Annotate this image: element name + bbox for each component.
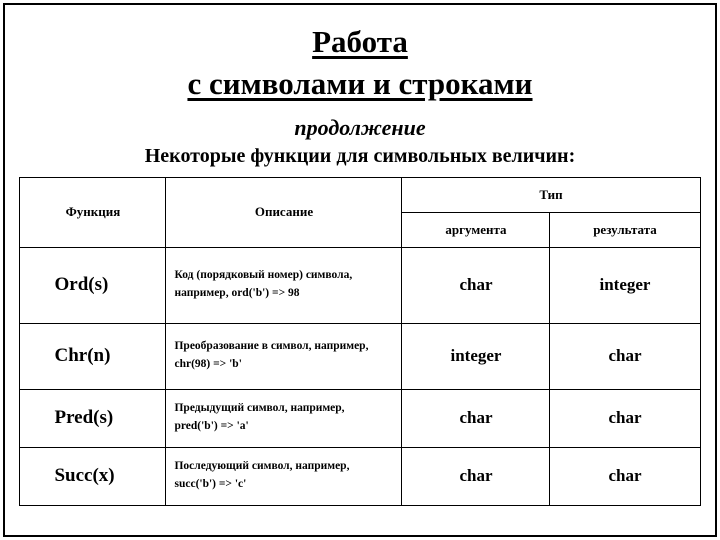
table-row — [20, 447, 700, 505]
slide-title-line1: Работа — [312, 24, 408, 59]
description-cell: Код (порядковый номер) символа, например, ord('b') => 98 — [166, 247, 402, 323]
table-row — [20, 389, 700, 447]
slide-frame — [3, 3, 717, 537]
function-name-cell: Succ(x) — [20, 447, 166, 505]
subtitle-continuation: продолжение — [294, 114, 426, 140]
table-row — [20, 247, 700, 323]
result-type-cell: integer — [550, 247, 700, 323]
argument-type-cell: char — [402, 389, 550, 447]
result-type-cell: char — [550, 447, 700, 505]
result-type-cell: char — [550, 323, 700, 389]
header-type: Тип — [402, 177, 700, 212]
slide-title-line2: с символами и строками — [187, 65, 533, 101]
function-name-cell: Pred(s) — [20, 389, 166, 447]
header-result: результата — [550, 212, 700, 247]
header-function: Функция — [20, 177, 166, 247]
slide-title — [5, 21, 715, 105]
function-name-cell: Chr(n) — [20, 323, 166, 389]
result-type-cell: char — [550, 389, 700, 447]
argument-type-cell: char — [402, 247, 550, 323]
table-row — [20, 323, 700, 389]
header-description: Описание — [166, 177, 402, 247]
table-header-row-1 — [20, 177, 700, 212]
function-name-cell: Ord(s) — [20, 247, 166, 323]
header-argument: аргумента — [402, 212, 550, 247]
intro-text: Некоторые функции для символьных величин: — [144, 144, 576, 167]
description-cell: Предыдущий символ, например, pred('b') => 'a' — [166, 389, 402, 447]
argument-type-cell: integer — [402, 323, 550, 389]
description-cell: Преобразование в символ, например, chr(98) => 'b' — [166, 323, 402, 389]
argument-type-cell: char — [402, 447, 550, 505]
description-cell: Последующий символ, например, succ('b') => 'c' — [166, 447, 402, 505]
functions-table — [19, 177, 700, 506]
